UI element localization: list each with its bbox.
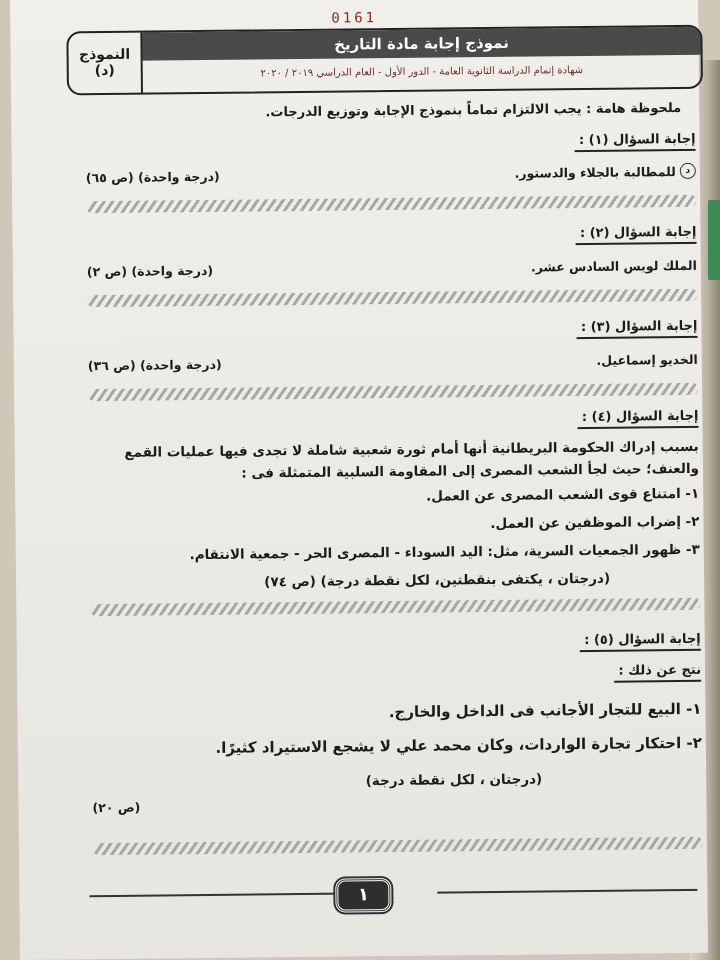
header-box	[66, 25, 703, 96]
divider-hatch	[88, 383, 698, 401]
question-3-label: إجابة السؤال (٣) :	[577, 319, 698, 339]
header-main	[142, 27, 701, 93]
question-4-paragraph: بسبب إدراك الحكومة البريطانية أنها أمام ثورة شعبية شاملة لا تجدى فيها عمليات القمع والعنف؛ حيث لجأ الشعب المصرى إلى المقاومة السلبية المتمثلة فى :	[124, 438, 700, 482]
question-3-grade: (درجة واحدة) (ص ٣٦)	[87, 356, 222, 374]
question-5-sublabel: نتج عن ذلك :	[614, 663, 701, 683]
question-5-page-ref: (ص ٢٠)	[92, 799, 141, 816]
question-5-grade-note-1: (درجتان ، لكل نقطة درجة)	[365, 771, 543, 790]
question-2-answer-row	[87, 258, 697, 279]
divider-hatch	[93, 837, 703, 855]
footer-line-right	[437, 889, 697, 894]
question-2-answer: الملك لويس السادس عشر.	[530, 257, 697, 275]
question-1-label: إجابة السؤال (١) :	[575, 132, 696, 152]
question-5-item-2: ٢- احتكار تجارة الواردات، وكان محمد علي لا يشجع الاستيراد كثيرًا.	[215, 733, 702, 757]
question-1-answer	[515, 163, 696, 181]
footer-line-left	[89, 892, 349, 897]
question-2-section	[86, 221, 697, 307]
page-code: 0161	[331, 10, 378, 27]
question-1-answer-row	[86, 163, 696, 185]
model-label: النموذج	[78, 46, 131, 64]
question-5-grade-note	[92, 764, 702, 798]
question-2-grade: (درجة واحدة) (ص ٢)	[86, 262, 214, 280]
question-4-item-2: ٢- إضراب الموظفين عن العمل.	[490, 513, 700, 532]
background-green-object	[708, 200, 720, 280]
divider-hatch	[87, 289, 697, 307]
answer-sheet-page	[10, 0, 708, 960]
choice-circle-icon: د	[680, 163, 696, 179]
question-4-section	[88, 405, 700, 616]
question-5-section	[91, 628, 703, 855]
question-1-grade: (درجة واحدة) (ص ٦٥)	[85, 168, 220, 185]
question-1-section	[85, 128, 696, 213]
question-3-answer-row	[88, 352, 698, 373]
page-footer	[19, 869, 707, 916]
page-number: ١	[335, 878, 391, 913]
question-5-label: إجابة السؤال (٥) :	[580, 632, 701, 652]
question-4-item-1: ١- امتناع قوى الشعب المصرى عن العمل.	[426, 485, 700, 505]
question-4-label: إجابة السؤال (٤) :	[578, 409, 699, 429]
question-4-grade-note: (درجتان ، يكتفى بنقطتين، لكل نقطة درجة) (ص ٧٤)	[264, 570, 611, 591]
important-note: ملحوظة هامة : يجب الالتزام تماماً بنموذج الإجابة وتوزيع الدرجات.	[265, 100, 682, 121]
question-5-item-1: ١- البيع للتجار الأجانب فى الداخل والخارج.	[388, 699, 702, 722]
question-1-answer-text: للمطالبة بالجلاء والدستور.	[514, 163, 676, 181]
question-2-label: إجابة السؤال (٢) :	[576, 225, 697, 245]
question-3-section	[87, 315, 698, 401]
divider-hatch	[86, 195, 696, 213]
model-value: (د)	[94, 62, 115, 80]
divider-hatch	[90, 598, 700, 616]
model-box	[68, 33, 143, 94]
question-3-answer: الخديو إسماعيل.	[596, 351, 698, 368]
answers-content	[85, 93, 703, 855]
question-4-item-3: ٣- ظهور الجمعيات السرية، مثل: اليد السوداء - المصرى الحر - جمعية الانتقام.	[189, 541, 700, 564]
document-title: نموذج إجابة مادة التاريخ	[142, 27, 700, 61]
document-subtitle: شهادة إتمام الدراسة الثانوية العامة - الدور الأول - العام الدراسي ٢٠١٩ / ٢٠٢٠	[260, 65, 584, 80]
